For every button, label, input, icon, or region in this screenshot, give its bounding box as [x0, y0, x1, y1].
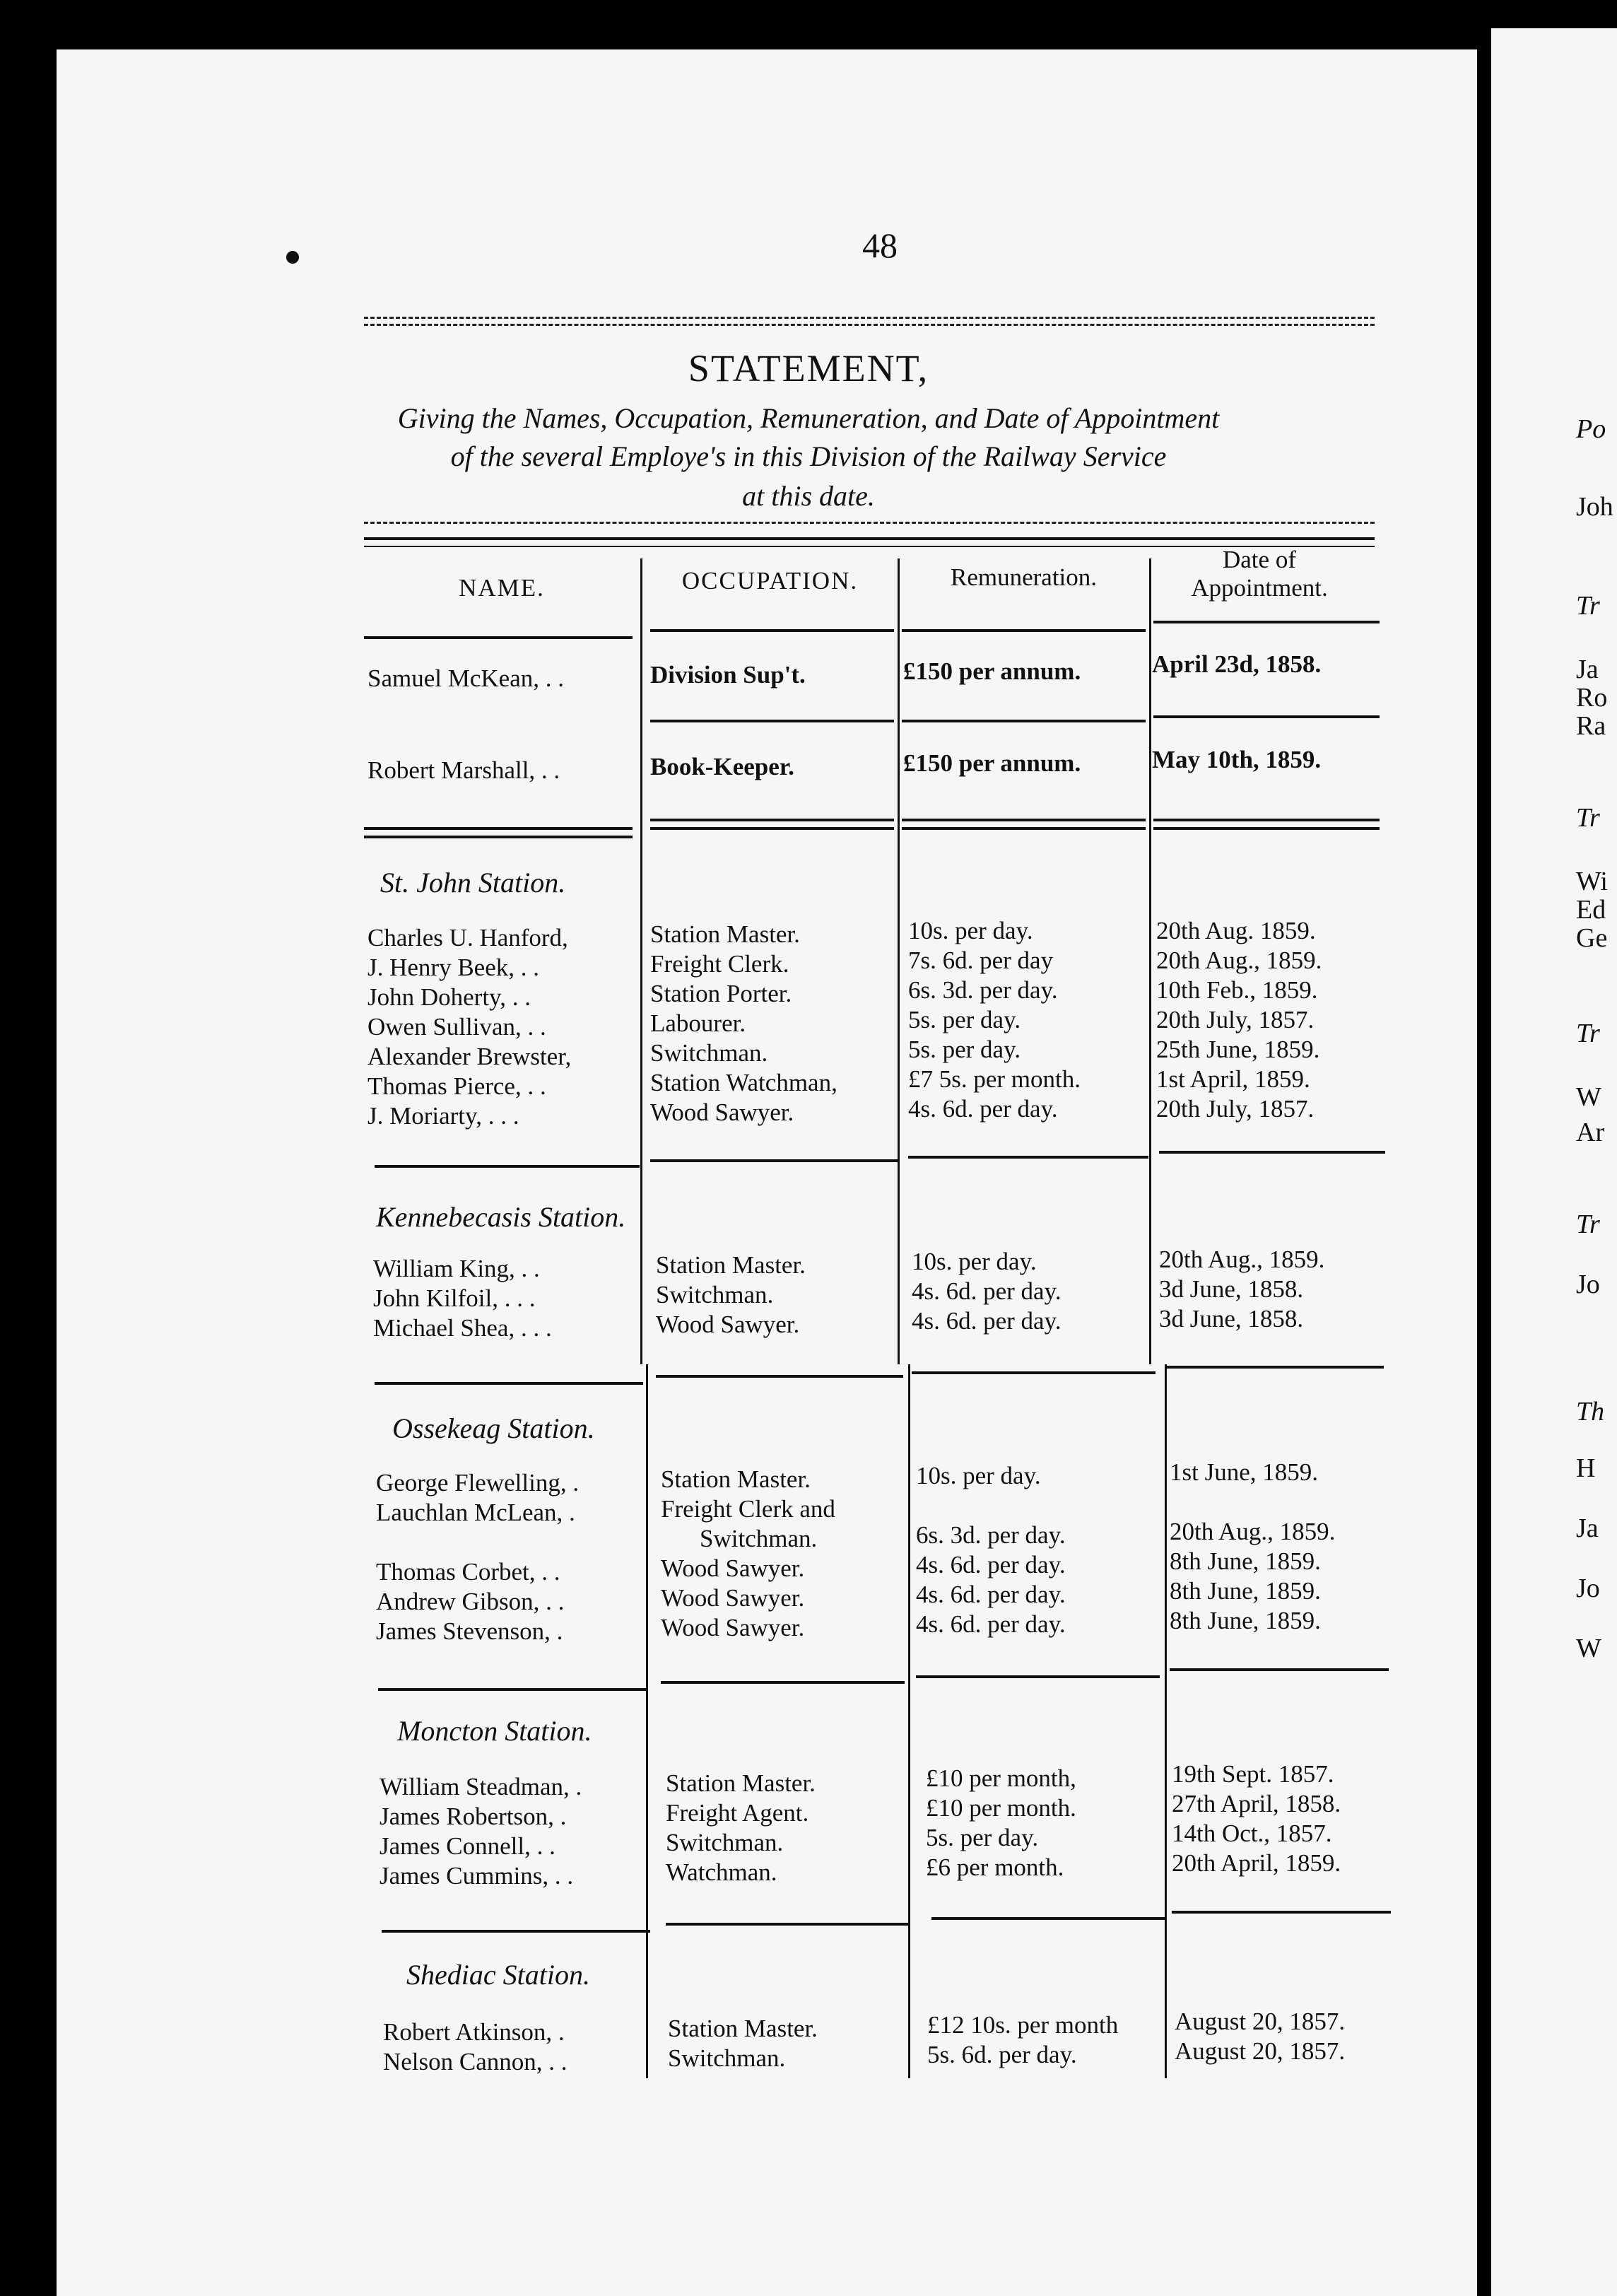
employee-remuneration: 4s. 6d. per day. [916, 1551, 1066, 1578]
facing-page-fragment: Ja [1576, 1513, 1599, 1543]
employee-occupation: Station Master. [650, 920, 800, 948]
header-rule [364, 522, 1375, 524]
facing-page-fragment: Ro [1576, 683, 1608, 713]
employee-remuneration: 4s. 6d. per day. [916, 1581, 1066, 1608]
section-rule [1153, 827, 1380, 830]
facing-page-fragment: Jo [1576, 1574, 1600, 1603]
facing-page-fragment: Po [1576, 414, 1606, 444]
employee-remuneration: 10s. per day. [912, 1248, 1037, 1275]
officer-remuneration: £150 per annum. [903, 749, 1081, 777]
employee-occupation: Wood Sawyer. [661, 1584, 805, 1612]
employee-occupation: Watchman. [666, 1858, 777, 1886]
station-heading: Shediac Station. [406, 1959, 590, 1991]
employee-remuneration: 4s. 6d. per day. [912, 1277, 1062, 1305]
employee-occupation: Station Master. [661, 1465, 811, 1493]
employee-occupation: Freight Agent. [666, 1799, 809, 1827]
facing-page-fragment: Ja [1576, 655, 1599, 684]
header-underline [902, 629, 1146, 632]
facing-page-fragment: W [1576, 1634, 1601, 1663]
employee-name: Lauchlan McLean, . [376, 1499, 575, 1526]
employee-date: 20th Aug., 1859. [1170, 1518, 1336, 1545]
section-rule [902, 819, 1146, 821]
employee-occupation: Station Porter. [650, 980, 792, 1007]
employee-remuneration: £7 5s. per month. [908, 1065, 1081, 1093]
employee-occupation: Freight Clerk and [661, 1495, 835, 1523]
employee-occupation: Labourer. [650, 1009, 746, 1037]
employee-name: James Connell, . . [380, 1832, 555, 1860]
employee-date: 10th Feb., 1859. [1156, 976, 1318, 1004]
facing-page-fragment: Ra [1576, 711, 1606, 741]
header-remuneration: Remuneration. [950, 563, 1098, 591]
facing-page-fragment: Ge [1576, 923, 1608, 953]
employee-date: 3d June, 1858. [1159, 1275, 1304, 1303]
officer-name: Robert Marshall, . . [368, 756, 560, 784]
employee-occupation: Switchman. [656, 1281, 774, 1308]
header-underline [1153, 621, 1380, 623]
employee-name: James Robertson, . [380, 1803, 567, 1830]
subtitle-line: Giving the Names, Occupation, Remuneration, and Date of Appointment [397, 402, 1220, 434]
facing-page-fragment: W [1576, 1082, 1601, 1112]
employee-date: August 20, 1857. [1175, 2008, 1346, 2035]
section-rule [1170, 1668, 1389, 1671]
officer-name: Samuel McKean, . . [368, 664, 564, 692]
employee-date: 20th April, 1859. [1172, 1849, 1341, 1877]
subtitle-line: of the several Employe's in this Division of the Railway Service [450, 440, 1167, 472]
section-rule [661, 1681, 905, 1684]
section-rule [912, 1371, 1156, 1374]
section-rule [378, 1688, 647, 1691]
employee-remuneration: £10 per month. [926, 1794, 1076, 1822]
facing-page-fragment: Jo [1576, 1270, 1600, 1299]
row-rule [902, 720, 1146, 722]
header-underline [650, 629, 894, 632]
employee-date: 14th Oct., 1857. [1172, 1820, 1332, 1847]
header-occupation: OCCUPATION. [681, 567, 859, 594]
employee-remuneration: £10 per month, [926, 1764, 1076, 1792]
station-heading: Kennebecasis Station. [376, 1201, 626, 1233]
employee-date: August 20, 1857. [1175, 2037, 1346, 2065]
employee-remuneration: 4s. 6d. per day. [912, 1307, 1062, 1335]
facing-page-fragment: Ed [1576, 895, 1606, 925]
section-rule [364, 836, 633, 838]
officer-occupation: Book-Keeper. [650, 753, 794, 780]
employee-remuneration: 4s. 6d. per day. [916, 1610, 1066, 1638]
employee-date: 8th June, 1859. [1170, 1577, 1321, 1605]
top-rule [364, 317, 1375, 319]
employee-name: John Kilfoil, . . . [373, 1284, 536, 1312]
officer-remuneration: £150 per annum. [903, 657, 1081, 685]
section-rule [931, 1917, 1165, 1920]
employee-date: 27th April, 1858. [1172, 1790, 1341, 1817]
employee-remuneration: 10s. per day. [908, 917, 1033, 944]
section-rule [1165, 1366, 1384, 1369]
employee-name: Owen Sullivan, . . [368, 1013, 546, 1041]
employee-remuneration: 6s. 3d. per day. [916, 1521, 1066, 1549]
employee-date: 20th Aug., 1859. [1159, 1246, 1325, 1273]
section-rule [650, 1159, 898, 1162]
employee-occupation: Station Watchman, [650, 1069, 837, 1096]
employee-name: J. Henry Beek, . . [368, 954, 540, 981]
employee-remuneration: £12 10s. per month [927, 2011, 1119, 2039]
page-number: 48 [862, 226, 898, 265]
employee-date: 19th Sept. 1857. [1172, 1760, 1334, 1788]
facing-page-fragment: Tr [1576, 1210, 1600, 1239]
employee-name: Charles U. Hanford, [368, 924, 568, 951]
employee-remuneration: 6s. 3d. per day. [908, 976, 1058, 1004]
employee-occupation: Switchman. [666, 1829, 784, 1856]
employee-remuneration: 5s. 6d. per day. [927, 2041, 1077, 2068]
employee-date: 20th Aug., 1859. [1156, 947, 1322, 974]
employee-occupation: Freight Clerk. [650, 950, 789, 978]
employee-name: Michael Shea, . . . [373, 1314, 552, 1342]
employee-occupation: Wood Sawyer. [661, 1554, 805, 1582]
page-gutter [1477, 0, 1491, 2296]
section-rule [375, 1382, 643, 1385]
employee-date: 1st June, 1859. [1170, 1458, 1318, 1486]
section-rule [916, 1675, 1160, 1678]
employee-remuneration: 4s. 6d. per day. [908, 1095, 1058, 1123]
employee-date: 20th July, 1857. [1156, 1095, 1315, 1123]
employee-occupation-cont: Switchman. [700, 1525, 818, 1552]
station-heading: Ossekeag Station. [392, 1412, 595, 1444]
section-rule [382, 1930, 650, 1933]
station-heading: Moncton Station. [397, 1715, 592, 1747]
section-rule [656, 1375, 903, 1378]
section-rule [1153, 819, 1380, 821]
employee-occupation: Station Master. [668, 2015, 818, 2042]
employee-date: 8th June, 1859. [1170, 1607, 1321, 1634]
section-rule [666, 1923, 910, 1926]
station-heading: St. John Station. [380, 867, 566, 898]
top-rule [364, 324, 1375, 326]
employee-remuneration: £6 per month. [926, 1853, 1064, 1881]
header-name: NAME. [459, 574, 545, 602]
employee-occupation: Switchman. [650, 1039, 768, 1067]
employee-name: J. Moriarty, . . . [368, 1102, 519, 1130]
employee-date: 20th July, 1857. [1156, 1006, 1315, 1033]
employee-name: James Stevenson, . [376, 1617, 563, 1645]
facing-page-fragment: Tr [1576, 803, 1600, 833]
employee-name: Robert Atkinson, . [383, 2018, 565, 2046]
employee-occupation: Wood Sawyer. [650, 1099, 794, 1126]
employee-name: Andrew Gibson, . . [376, 1588, 565, 1615]
employee-name: Nelson Cannon, . . [383, 2048, 568, 2075]
facing-page-fragment: Th [1576, 1397, 1605, 1427]
employee-occupation: Switchman. [668, 2044, 786, 2072]
officer-date: April 23d, 1858. [1152, 650, 1322, 678]
employee-date: 25th June, 1859. [1156, 1036, 1320, 1063]
section-rule [902, 827, 1146, 830]
facing-page-fragment: H [1576, 1453, 1596, 1483]
subtitle-line: at this date. [742, 480, 875, 512]
employee-name: Alexander Brewster, [368, 1043, 572, 1070]
employee-remuneration: 7s. 6d. per day [908, 947, 1054, 974]
facing-page-fragment: Tr [1576, 1019, 1600, 1048]
row-rule [650, 720, 894, 722]
employee-date: 3d June, 1858. [1159, 1305, 1304, 1332]
header-date-line2: Appointment. [1191, 574, 1328, 602]
employee-occupation: Wood Sawyer. [656, 1311, 800, 1338]
employee-name: William King, . . [373, 1255, 540, 1282]
section-rule [650, 827, 894, 830]
facing-page-fragment: Joh [1576, 492, 1613, 522]
section-rule [1172, 1911, 1391, 1914]
section-rule [908, 1156, 1148, 1159]
document-title: STATEMENT, [688, 347, 929, 390]
ink-dot [286, 251, 299, 264]
header-date-line1: Date of [1223, 546, 1296, 573]
employee-occupation: Station Master. [666, 1769, 816, 1797]
facing-page-fragment: Wi [1576, 867, 1608, 896]
employee-remuneration: 10s. per day. [916, 1462, 1041, 1489]
employee-occupation: Station Master. [656, 1251, 806, 1279]
employee-occupation: Wood Sawyer. [661, 1614, 805, 1641]
employee-remuneration: 5s. per day. [908, 1036, 1021, 1063]
officer-date: May 10th, 1859. [1152, 746, 1322, 773]
employee-remuneration: 5s. per day. [908, 1006, 1021, 1033]
section-rule [1159, 1151, 1385, 1154]
section-rule [364, 827, 633, 830]
employee-date: 8th June, 1859. [1170, 1547, 1321, 1575]
officer-occupation: Division Sup't. [650, 661, 806, 689]
facing-page-fragment: Ar [1576, 1118, 1605, 1147]
employee-date: 1st April, 1859. [1156, 1065, 1310, 1093]
header-rule [364, 537, 1375, 540]
employee-date: 20th Aug. 1859. [1156, 917, 1316, 944]
employee-name: John Doherty, . . [368, 983, 531, 1011]
header-underline [364, 636, 633, 639]
employee-name: George Flewelling, . [376, 1469, 580, 1496]
row-rule [1153, 715, 1380, 718]
employee-remuneration: 5s. per day. [926, 1824, 1039, 1851]
employee-name: William Steadman, . [380, 1773, 582, 1800]
employee-name: Thomas Pierce, . . [368, 1072, 546, 1100]
employee-name: Thomas Corbet, . . [376, 1558, 560, 1586]
employee-name: James Cummins, . . [380, 1862, 574, 1890]
section-rule [650, 819, 894, 821]
section-rule [375, 1165, 640, 1168]
facing-page-fragment: Tr [1576, 591, 1600, 621]
